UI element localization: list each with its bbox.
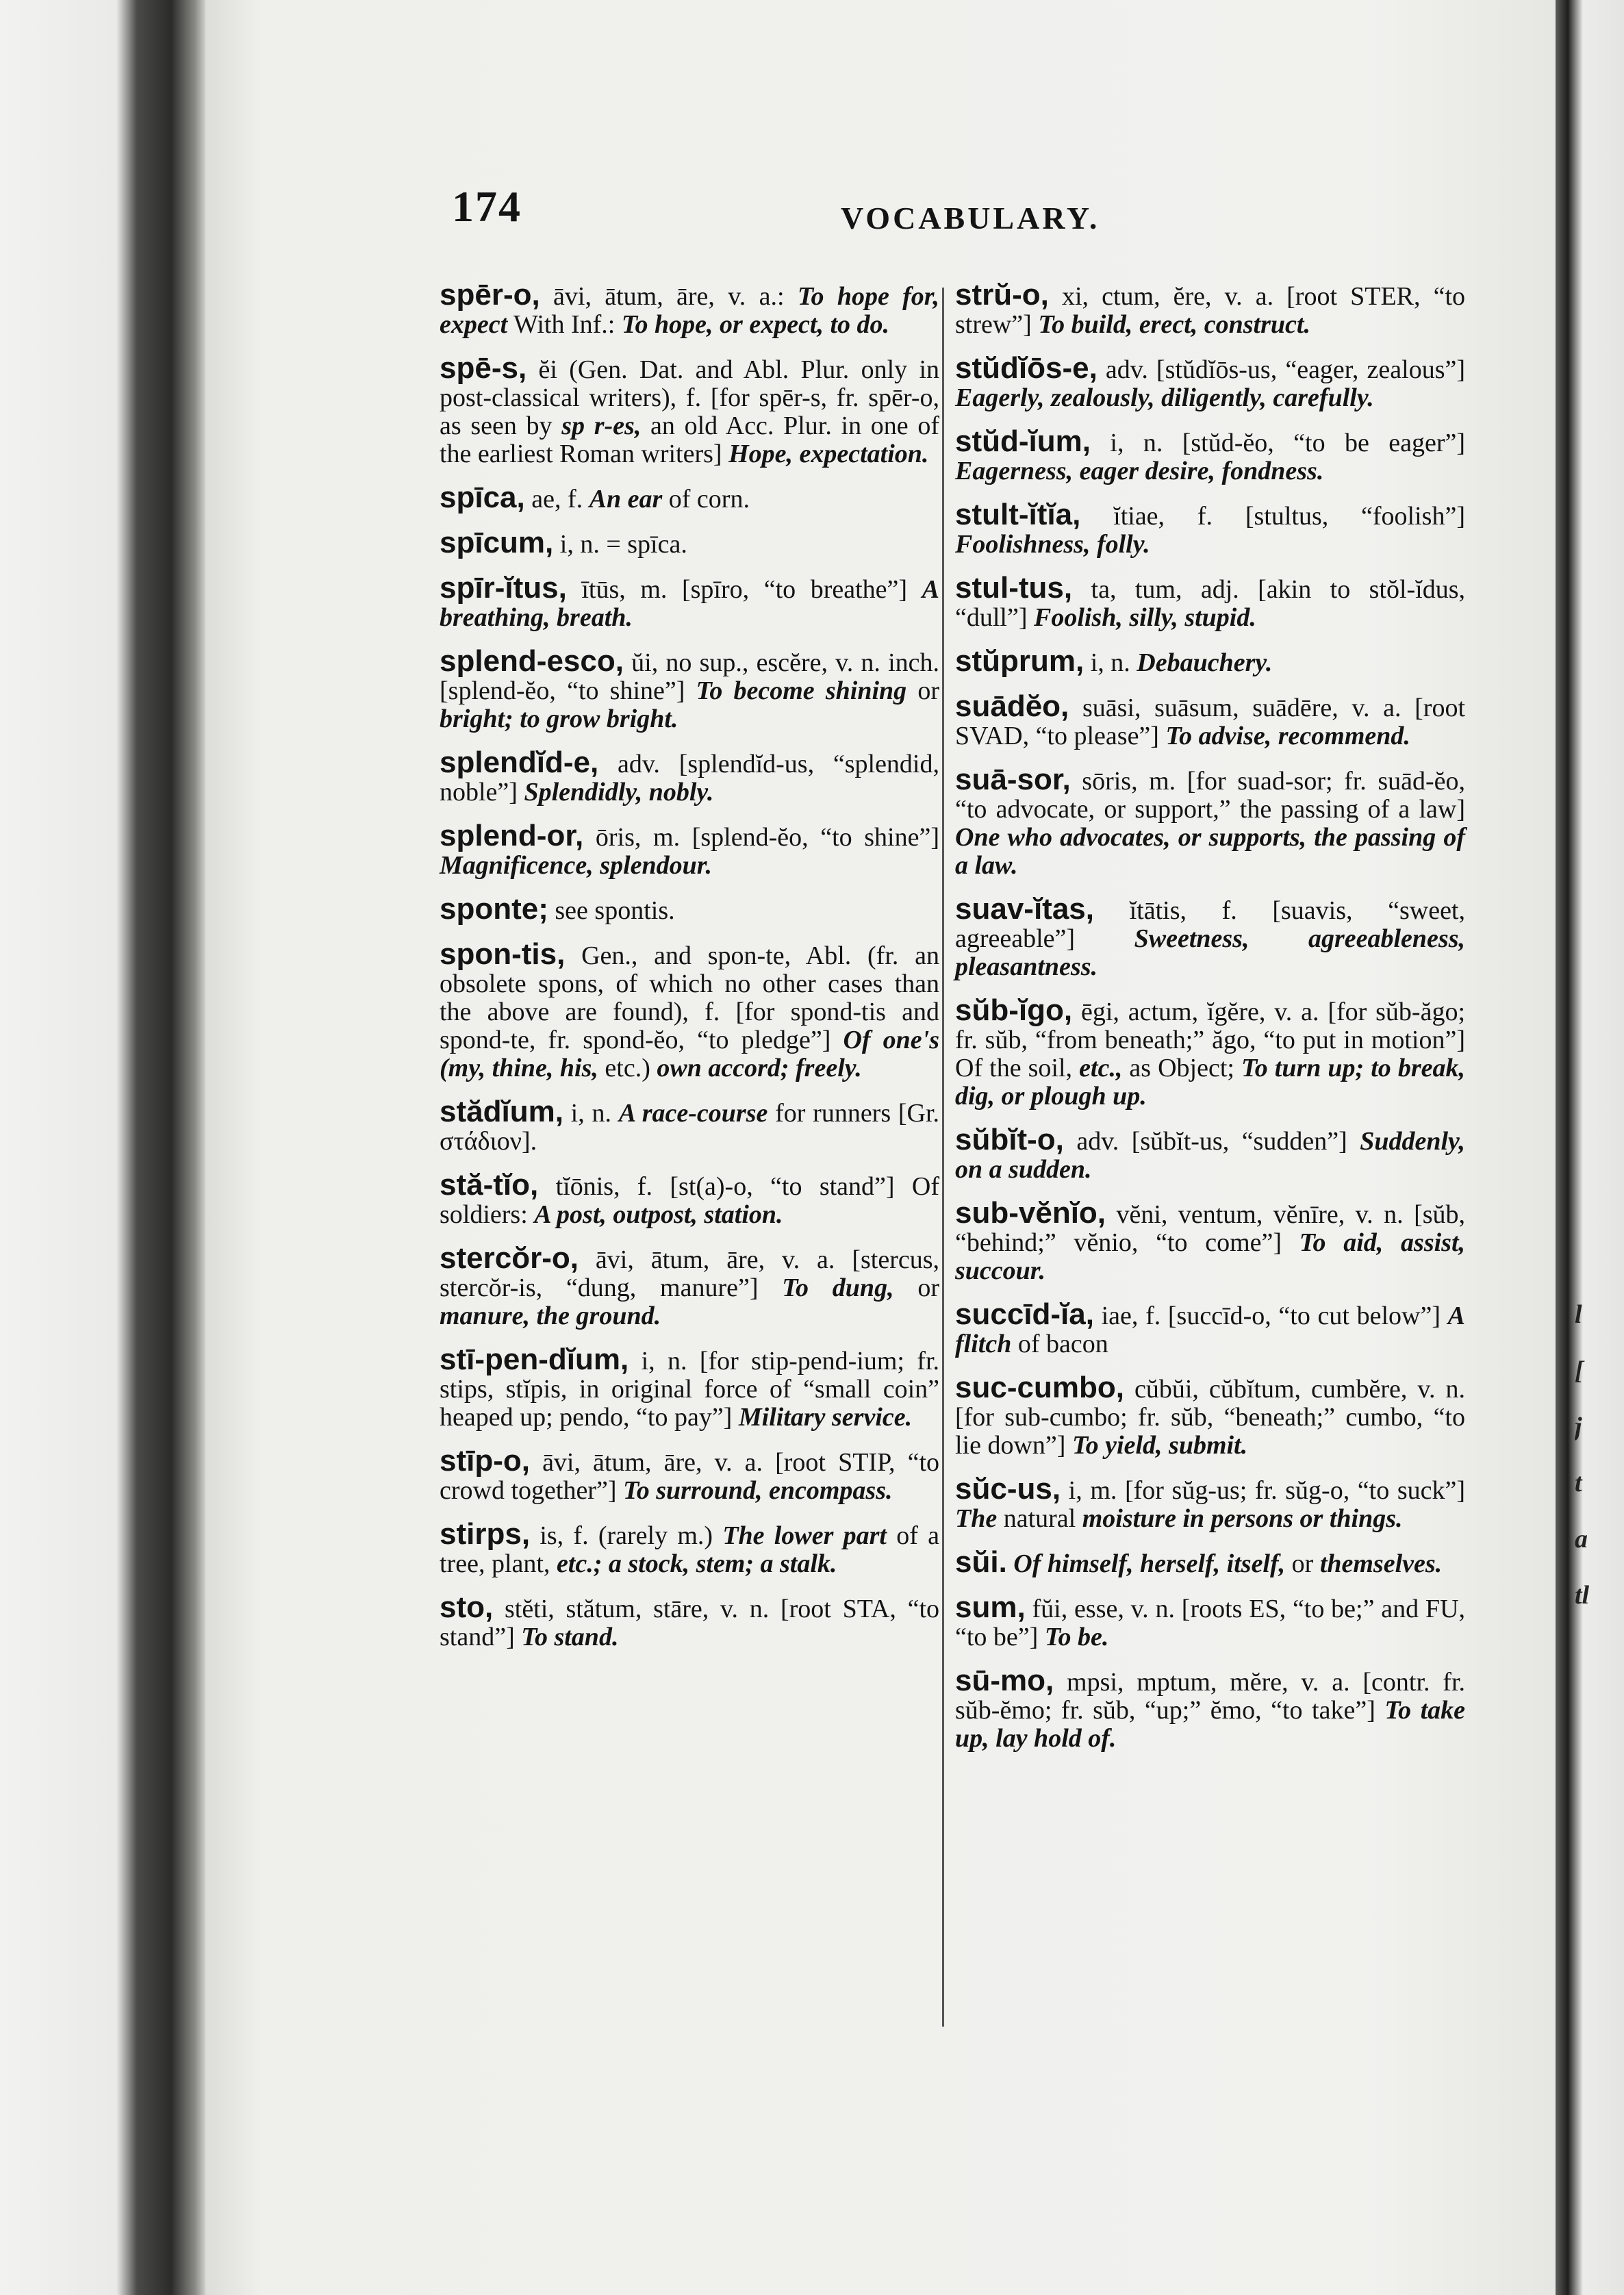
- definition-text: etc.,: [1079, 1054, 1123, 1082]
- definition-text: themselves.: [1319, 1549, 1443, 1578]
- etymology-text: natural: [1003, 1504, 1076, 1533]
- headword: sŭi.: [955, 1545, 1007, 1579]
- definition-text: To surround, encompass.: [623, 1476, 893, 1505]
- headword: spīr-ĭtus,: [440, 571, 567, 605]
- right-column: [955, 278, 1466, 1768]
- etymology-text: STER,: [1350, 282, 1421, 311]
- definition-text: Foolishness, folly.: [955, 530, 1150, 559]
- etymology-text: fŭi, esse, v. n. [roots: [1032, 1595, 1243, 1623]
- headword: stŭdĭōs-e,: [955, 351, 1098, 385]
- etymology-text: adv. [splendĭd-us, “splendid, noble”]: [440, 750, 939, 807]
- dictionary-entry: [955, 351, 1466, 412]
- definition-text: Foolish, silly, stupid.: [1034, 603, 1256, 632]
- etymology-text: ŭi, no sup., escĕre, v. n. inch. [splend-ĕo, “to shine”]: [440, 648, 939, 705]
- dictionary-entry: [440, 748, 939, 807]
- definition-text: To yield, submit.: [1071, 1431, 1248, 1460]
- next-page-edge: [1556, 0, 1624, 2295]
- fragment-line: [: [1575, 1356, 1584, 1385]
- headword: splend-or,: [440, 819, 584, 852]
- headword: strŭ-o,: [955, 278, 1049, 312]
- etymology-text: Abl. (fr. an obsolete: [440, 941, 940, 998]
- etymology-text: adv. [sŭbĭt-us, “sudden”]: [1076, 1127, 1347, 1156]
- headword: stul-tus,: [955, 571, 1073, 605]
- definition-text: To hope, or expect, to do.: [621, 310, 890, 339]
- etymology-text: as Object;: [1129, 1054, 1234, 1082]
- etymology-text: ēgi, actum, ĭgĕre, v. a. [for sŭb-ăgo; fr. sŭb, “from beneath;” ăgo, “to put in motion”] Of the soil,: [955, 998, 1465, 1082]
- definition-text: Sweetness, agreeableness, pleasantness.: [955, 924, 1465, 981]
- etymology-text: or: [1291, 1549, 1314, 1578]
- headword: spīcum,: [440, 526, 554, 559]
- headword: stădĭum,: [440, 1095, 563, 1128]
- headword: suādĕo,: [955, 689, 1069, 723]
- etymology-text: āvi, ātum, āre, v. a. [root: [542, 1448, 826, 1477]
- etymology-text: With Inf.:: [513, 310, 616, 339]
- dictionary-entry: [440, 1517, 940, 1578]
- definition-text: One who advocates, or supports, the passing of a law.: [955, 823, 1465, 880]
- etymology-text: ĭtātis, f. [suavis, “sweet, agreeable”]: [955, 896, 1465, 953]
- headword: sto,: [440, 1590, 494, 1624]
- definition-text: Of himself, herself, itself,: [1013, 1549, 1286, 1578]
- dictionary-entry: [955, 892, 1465, 981]
- definition-text: moisture in persons or things.: [1082, 1504, 1403, 1533]
- etymology-text: of which no other cases than the above are found), f. [for spond-tis and spond-te, fr. spond-ĕo, “to pledge”]: [440, 969, 939, 1054]
- definition-text: To hope for, expect: [440, 282, 939, 339]
- etymology-text: i, n.: [1090, 648, 1130, 677]
- definition-text: The: [955, 1504, 998, 1533]
- etymology-text: i, n.: [570, 1099, 611, 1128]
- definition-text: etc.; a stock, stem; a stalk.: [556, 1549, 837, 1578]
- etymology-text: ōris, m. [splend-ĕo, “to shine”]: [595, 823, 940, 852]
- etymology-text: i, m. [for sŭg-us; fr. sŭg-o, “to suck”]: [1068, 1476, 1465, 1505]
- etymology-text: suāsi, suāsum, suādēre, v. a. [root: [1082, 694, 1465, 722]
- etymology-text: i, n. [stŭd-ĕo, “to be eager”]: [1110, 429, 1465, 457]
- definition-text: Suddenly, on a sudden.: [955, 1127, 1466, 1184]
- dictionary-entry: [440, 1345, 939, 1432]
- definition-text: To build, erect, construct.: [1038, 310, 1310, 339]
- dictionary-entry: [955, 1666, 1465, 1753]
- definition-text: A race-course: [618, 1099, 768, 1128]
- page-number: 174: [452, 182, 522, 231]
- dictionary-entry: [955, 278, 1466, 339]
- etymology-text: an old Acc. Plur. in one of the earliest Roman writers]: [440, 411, 940, 468]
- definition-text: A flitch: [955, 1302, 1465, 1358]
- etymology-text: STIP,: [838, 1448, 896, 1477]
- headword: stă-tĭo,: [440, 1168, 539, 1202]
- etymology-text: of bacon: [1017, 1330, 1108, 1358]
- definition-text: Magnificence, splendour.: [440, 851, 712, 880]
- etymology-text: ae, f.: [531, 485, 583, 513]
- dictionary-entry: [440, 644, 940, 733]
- definition-text: Splendidly, nobly.: [524, 778, 714, 807]
- dictionary-entry: [440, 351, 940, 468]
- definition-text: Hope, expectation.: [728, 440, 929, 468]
- definition-text: To dung,: [782, 1273, 894, 1302]
- dictionary-entry: [955, 765, 1465, 880]
- dictionary-entry: [955, 1297, 1465, 1358]
- definition-text: To take up, lay hold of.: [955, 1696, 1466, 1753]
- dictionary-entry: [955, 424, 1465, 485]
- headword: spēr-o,: [440, 278, 540, 312]
- column-divider: [942, 288, 944, 2027]
- headword: stīp-o,: [440, 1444, 530, 1478]
- headword: stult-ĭtĭa,: [955, 498, 1081, 531]
- headword: splendĭd-e,: [440, 746, 599, 779]
- headword: spē-s,: [440, 351, 527, 385]
- headword: suā-sor,: [955, 763, 1071, 796]
- headword: sum,: [955, 1590, 1026, 1624]
- headword: sponte;: [440, 892, 548, 926]
- dictionary-entry: [440, 526, 939, 559]
- dictionary-entry: [955, 1373, 1465, 1460]
- fragment-line: a: [1575, 1525, 1588, 1554]
- etymology-text: mpsi, mptum, mĕre, v. a. [contr. fr. sŭb-ĕmo; fr. sŭb, “up;” ĕmo, “to take”]: [955, 1668, 1465, 1725]
- etymology-text: vĕni, ventum, vĕnīre, v. n. [sŭb, “behind;” vĕnio, “to come”]: [955, 1200, 1466, 1257]
- headword: spon-tis,: [440, 937, 566, 971]
- running-head: VOCABULARY.: [841, 201, 1100, 236]
- dictionary-entry: [955, 689, 1465, 750]
- etymology-text: “to be;” and FU, “to be”]: [955, 1595, 1466, 1651]
- etymology-text: or: [917, 1273, 940, 1302]
- etymology-text: or: [1104, 795, 1126, 824]
- facing-page-fragment: [1575, 1301, 1623, 1638]
- etymology-text: cŭbŭi, cŭbĭtum, cumbĕre, v. n. [for sub-cumbo; fr. sŭb, “beneath;” cumbo, “to lie down”]: [955, 1375, 1466, 1460]
- dictionary-entry: [440, 1095, 940, 1156]
- definition-text: The lower part: [722, 1521, 887, 1550]
- etymology-text: āvi, ātum, āre, v. a.:: [553, 282, 785, 311]
- dictionary-entry: [955, 1472, 1465, 1533]
- fragment-line: l: [1575, 1301, 1582, 1329]
- definition-text: To aid, assist, succour.: [955, 1228, 1466, 1285]
- etymology-text: of a tree, plant,: [440, 1521, 940, 1578]
- etymology-text: Gen., and: [581, 941, 692, 970]
- dictionary-entry: [955, 1590, 1466, 1651]
- etymology-text: iae, f. [succīd-o, “to cut below”]: [1101, 1302, 1441, 1330]
- etymology-text: adv. [stŭdĭōs-us, “eager, zealous”]: [1105, 355, 1466, 384]
- headword: suc-cumbo,: [955, 1371, 1124, 1404]
- etymology-text: etc.): [605, 1054, 650, 1082]
- etymology-text: “to strew”]: [955, 282, 1466, 339]
- definition-text: A breathing, breath.: [440, 575, 939, 632]
- etymology-text: “to please”]: [1035, 722, 1159, 750]
- dictionary-entry: [955, 1196, 1466, 1285]
- definition-text: To advise, recommend.: [1165, 722, 1410, 750]
- headword: sŭbĭt-o,: [955, 1123, 1064, 1156]
- etymology-text: xi, ctum, ĕre, v. a. [root: [1061, 282, 1338, 311]
- headword: suav-ĭtas,: [955, 892, 1094, 926]
- definition-text: Eagerness, eager desire, fondness.: [955, 457, 1324, 485]
- dictionary-entry: [440, 1444, 940, 1505]
- dictionary-entry: [440, 1590, 940, 1651]
- definition-text: bright; to grow bright.: [440, 705, 678, 733]
- etymology-text: “to stand”]: [440, 1595, 940, 1651]
- fragment-line: t: [1575, 1469, 1582, 1497]
- definition-text: manure, the ground.: [440, 1302, 661, 1330]
- definition-text: To turn up; to break, dig, or plough up.: [955, 1054, 1465, 1111]
- left-column: [440, 278, 940, 1666]
- fragment-line: j: [1575, 1412, 1582, 1441]
- dictionary-entry: [955, 571, 1465, 632]
- etymology-text: “to crowd together”]: [440, 1448, 940, 1505]
- dictionary-entry: [440, 1241, 940, 1330]
- etymology-text: ītūs, m. [spīro, “to breathe”]: [581, 575, 908, 604]
- definition-text: Eagerly, zealously, diligently, carefully.: [955, 383, 1374, 412]
- dictionary-entry: [440, 571, 939, 632]
- dictionary-entry: [955, 993, 1465, 1111]
- definition-text: Debauchery.: [1137, 648, 1273, 677]
- etymology-text: see spontis.: [555, 896, 675, 925]
- etymology-text: stĕti, stătum, stāre, v. n. [root: [504, 1595, 831, 1623]
- headword: stŭd-ĭum,: [955, 424, 1091, 458]
- dictionary-entry: [440, 819, 940, 880]
- dictionary-entry: [955, 1123, 1466, 1184]
- definition-text: To be.: [1044, 1623, 1109, 1651]
- etymology-text: of corn.: [668, 485, 750, 513]
- etymology-text: āvi, ātum, āre, v. a. [stercus, stercŏr-is, “dung, manure”]: [440, 1245, 939, 1302]
- etymology-text: i, n. [for stip-pend-ium; fr. stips, stĭpis, in original force of “small coin” heaped up; pendo, “to pay”]: [440, 1347, 940, 1432]
- etymology-text: ES,: [1249, 1595, 1286, 1623]
- etymology-text: for runners [Gr. στάδιον].: [440, 1099, 940, 1156]
- etymology-text: SVAD,: [955, 722, 1030, 750]
- headword: splend-esco,: [440, 644, 624, 678]
- definition-text: sp r-es,: [561, 411, 642, 440]
- headword: spīca,: [440, 481, 525, 514]
- fragment-line: tl: [1575, 1581, 1590, 1610]
- etymology-text: or: [917, 676, 940, 705]
- headword: succīd-ĭa,: [955, 1297, 1094, 1331]
- headword: sū-mo,: [955, 1664, 1054, 1697]
- definition-text: own accord; freely.: [657, 1054, 862, 1082]
- definition-text: A post, outpost, station.: [534, 1200, 783, 1229]
- definition-text: Military service.: [738, 1403, 913, 1432]
- dictionary-entry: [955, 500, 1465, 559]
- headword: stŭprum,: [955, 644, 1084, 678]
- dictionary-entry: [440, 483, 939, 513]
- headword: sŭc-us,: [955, 1472, 1061, 1506]
- etymology-text: support,” the passing of a law]: [1134, 795, 1466, 824]
- headword: stī-pen-dĭum,: [440, 1343, 629, 1376]
- dictionary-entry: [440, 278, 939, 339]
- etymology-text: is, f. (rarely m.): [540, 1521, 713, 1550]
- etymology-text: STA,: [842, 1595, 896, 1623]
- definition-text: To stand.: [521, 1623, 619, 1651]
- headword: stirps,: [440, 1517, 531, 1551]
- dictionary-entry: [955, 644, 1465, 678]
- etymology-text: tĭōnis, f. [st(a)-o, “to stand”] Of soldiers:: [440, 1172, 939, 1229]
- etymology-text: ta, tum, adj. [akin to stŏl-ĭdus, “dull”]: [955, 575, 1465, 632]
- etymology-text: ĭtiae, f. [stultus, “foolish”]: [1113, 502, 1465, 531]
- book-spine: [0, 0, 205, 2295]
- headword: sub-vĕnĭo,: [955, 1196, 1106, 1230]
- etymology-text: spons,: [537, 969, 605, 998]
- definition-text: An ear: [589, 485, 663, 513]
- etymology-text: spon-te,: [707, 941, 791, 970]
- dictionary-entry: [440, 1168, 939, 1229]
- dictionary-entry: [955, 1545, 1465, 1579]
- etymology-text: i, n. = spīca.: [559, 530, 687, 559]
- etymology-text: ĕi (Gen. Dat. and Abl. Plur. only in post-classical writers), f. [for spēr-s, fr. spēr-o, as seen by: [440, 355, 940, 440]
- headword: stercŏr-o,: [440, 1241, 579, 1275]
- etymology-text: sōris, m. [for suad-sor; fr. suād-ĕo, “to advocate,: [955, 767, 1465, 824]
- definition-text: Of one's (my, thine, his,: [440, 1026, 939, 1082]
- dictionary-entry: [440, 937, 940, 1082]
- headword: sŭb-ĭgo,: [955, 993, 1073, 1027]
- dictionary-entry: [440, 892, 939, 926]
- definition-text: To become shining: [696, 676, 907, 705]
